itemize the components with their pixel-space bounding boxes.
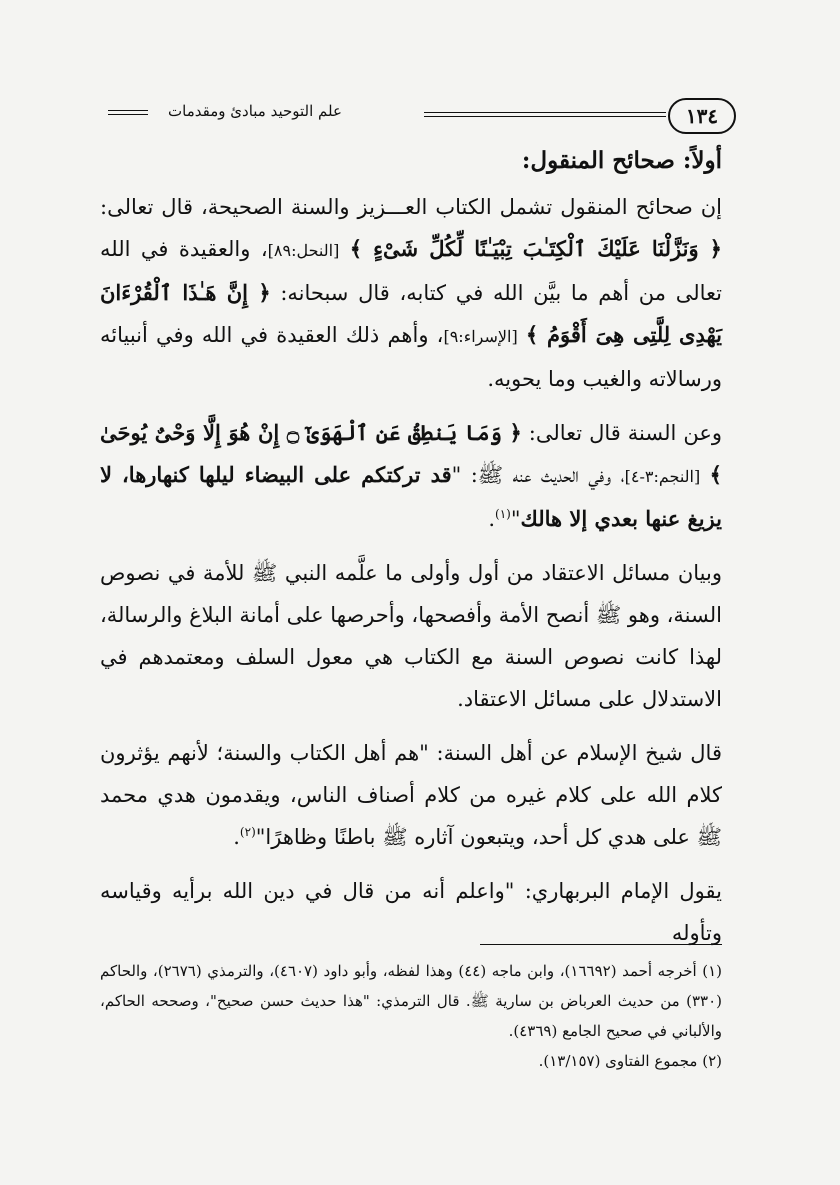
header-rule-short — [108, 110, 148, 115]
verse-reference: [النجم:٣-٤] — [624, 467, 701, 486]
text: ، وفي الحديث عنه ﷺ: " — [451, 463, 625, 487]
footnotes — [100, 956, 722, 1076]
text: إن صحائح المنقول تشمل الكتاب العـــزيز والسنة الصحيحة، قال تعالى: — [100, 195, 722, 219]
running-title: علم التوحيد مبادئ ومقدمات — [168, 102, 342, 120]
paragraph-3: وبيان مسائل الاعتقاد من أول وأولى ما علَّمه النبي ﷺ للأمة في نصوص السنة، وهو ﷺ أنصح الأمة وأفصحها، وأحرصها على أمانة البلاغ والرسالة، لهذا كانت نصوص السنة مع الكتاب هي معول السلف ومعتمدهم في الاستدلال على مسائل الاعتقاد. — [100, 561, 722, 711]
text: ، وأهم ذلك العقيدة في الله وفي أنبيائه ورسالاته والغيب وما يحويه. — [100, 323, 722, 391]
footnote-marker[interactable]: (١) — [495, 507, 511, 521]
text: . — [233, 825, 240, 849]
paragraph-1 — [100, 186, 722, 400]
section-heading: أولاً: صحائح المنقول: — [521, 147, 722, 174]
paragraph-5: يقول الإمام البربهاري: "واعلم أنه من قال في دين الله برأيه وقياسه وتأوله — [100, 879, 722, 945]
header-rule — [424, 112, 666, 117]
verse-reference: [النحل:٨٩] — [267, 241, 340, 260]
quran-verse: ﴿ وَمَا يَنطِقُ عَنِ ٱلْهَوَىٰٓ ۝ إِنْ هُوَ إِلَّا وَحْىٌ يُوحَىٰ ﴾ — [100, 420, 722, 487]
main-text — [100, 140, 722, 966]
quran-verse: ﴿ إِنَّ هَـٰذَا ٱلْقُرْءَانَ يَهْدِى لِلَّتِى هِىَ أَقْوَمُ ﴾ — [100, 280, 722, 347]
paragraph-4 — [100, 732, 722, 858]
footnote-2: (٢) مجموع الفتاوى (١٣/١٥٧). — [538, 1052, 722, 1070]
page-number: ١٣٤ — [668, 98, 736, 134]
text: ، والعقيدة في الله تعالى من أهم ما بيَّن الله في كتابه، قال سبحانه: — [100, 237, 722, 305]
text: وعن السنة قال تعالى: — [528, 421, 722, 445]
paragraph-2 — [100, 412, 722, 540]
verse-reference: [الإسراء:٩] — [443, 327, 518, 346]
footnote-marker[interactable]: (٢) — [239, 825, 256, 839]
text: قال شيخ الإسلام عن أهل السنة: "هم أهل الكتاب والسنة؛ لأنهم يؤثرون كلام الله على كلام غيره من كلام أصناف الناس، ويقدمون هدي محمد ﷺ على هدي كل أحد، ويتبعون آثاره ﷺ باطنًا وظاهرًا" — [100, 741, 722, 849]
footnote-separator — [480, 944, 722, 945]
hadith-text: قد تركتكم على البيضاء ليلها كنهارها، لا يزيغ عنها بعدي إلا هالك — [100, 462, 722, 531]
footnote-1: (١) أخرجه أحمد (١٦٦٩٢)، وابن ماجه (٤٤) وهذا لفظه، وأبو داود (٤٦٠٧)، والترمذي (٢٦٧٦)، والحاكم (٣٣٠) من حديث العرباض بن سارية ﷺ. قال الترمذي: "هذا حديث حسن صحيح"، وصححه الحاكم، والألباني في صحيح الجامع (٤٣٦٩). — [100, 962, 722, 1040]
text: " — [510, 507, 521, 531]
text: . — [488, 507, 496, 531]
page-header — [108, 96, 736, 136]
quran-verse: ﴿ وَنَزَّلْنَا عَلَيْكَ ٱلْكِتَـٰبَ تِبْيَـٰنًا لِّكُلِّ شَىْءٍ ﴾ — [349, 236, 722, 261]
